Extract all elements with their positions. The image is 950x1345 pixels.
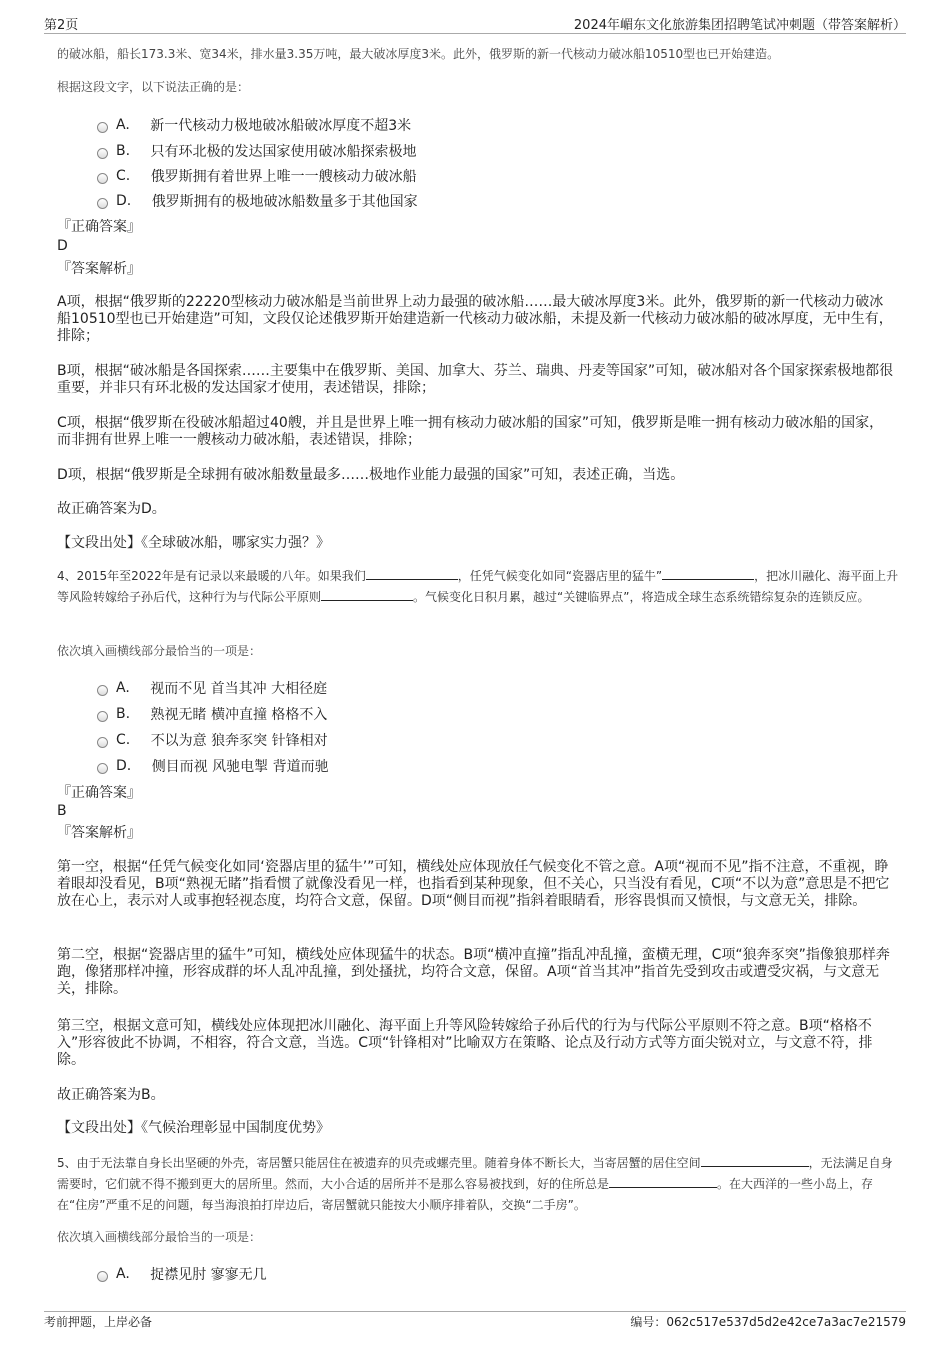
q4-option-a[interactable] [97, 678, 327, 698]
q4-stem: 4、2015年至2022年是有记录以来最暖的八年。如果我们 ，任凭气候变化如同“瓷器店里的猛牛” ，把冰川融化、海平面上升等风险转嫁给子孙后代，这种行为与代际公平原则 。气候变化日积月累，越过“关键临界点”，将造成全球生态系统错综复杂的连锁反应。 [57, 569, 899, 604]
page-number: 第2页 [44, 18, 79, 33]
q4-option-d[interactable] [97, 756, 329, 776]
q3-option-a[interactable] [97, 115, 411, 135]
radio-icon[interactable] [97, 763, 108, 774]
option-letter: C. [116, 168, 131, 184]
q3-conclusion: 故正确答案为D。 [57, 501, 166, 517]
radio-icon[interactable] [97, 1271, 108, 1282]
q4-analysis-3: 第三空，根据文意可知，横线处应体现把冰川融化、海平面上升等风险转嫁给子孙后代的行为与代际公平原则不符之意。B项“格格不入”形容彼此不协调，不相容，符合文意，当选。C项“针锋相对”比喻双方在策略、论点及行动方式等方面尖锐对立，与文意不符，排除。 [57, 1018, 873, 1068]
option-text: 俄罗斯拥有的极地破冰船数量多于其他国家 [151, 194, 418, 210]
q3-answer-label: 『正确答案』 [57, 219, 141, 235]
q3-answer: D [57, 238, 68, 254]
q4-conclusion: 故正确答案为B。 [57, 1087, 165, 1103]
q3-analysis-d: D项，根据“俄罗斯是全球拥有破冰船数量最多……极地作业能力最强的国家”可知，表述正确，当选。 [57, 467, 685, 483]
radio-icon[interactable] [97, 198, 108, 209]
option-text: 熟视无睹 横冲直撞 格格不入 [150, 707, 328, 723]
footer-slogan: 考前押题，上岸必备 [44, 1315, 153, 1329]
q4-option-b[interactable] [97, 704, 327, 724]
option-text: 俄罗斯拥有着世界上唯一一艘核动力破冰船 [150, 169, 417, 185]
option-letter: A. [116, 680, 130, 696]
option-letter: A. [116, 1266, 130, 1282]
q4-analysis-2: 第二空，根据“瓷器店里的猛牛”可知，横线处应体现猛牛的状态。B项“横冲直撞”指乱冲乱撞，蛮横无理，C项“狼奔豕突”指像狼那样奔跑，像猪那样冲撞，形容成群的坏人乱冲乱撞，到处搔扰，均符合文意，保留。A项“首当其冲”指首先受到攻击或遭受灾祸，与文意无关，排除。 [57, 947, 890, 997]
q4-answer-label: 『正确答案』 [57, 785, 141, 801]
option-letter: D. [116, 758, 132, 774]
option-text: 侧目而视 风驰电掣 背道而驰 [151, 759, 329, 775]
option-letter: B. [116, 143, 131, 159]
option-text: 视而不见 首当其冲 大相径庭 [150, 681, 328, 697]
radio-icon[interactable] [97, 148, 108, 159]
q5-prompt: 依次填入画横线部分最恰当的一项是： [57, 1230, 262, 1244]
radio-icon[interactable] [97, 122, 108, 133]
radio-icon[interactable] [97, 173, 108, 184]
q3-source: 【文段出处】《全球破冰船，哪家实力强？》 [57, 535, 330, 551]
header-divider [44, 33, 906, 34]
q5-stem: 5、由于无法靠自身长出坚硬的外壳，寄居蟹只能居住在被遗弃的贝壳或螺壳里。随着身体不断长大，当寄居蟹的居住空间 ，无法满足自身需要时，它们就不得不搬到更大的居所里。然而，大小合适的居所并不是那么容易被找到，好的住所总是 。在大西洋的一些小岛上，存在“住房”严重不足的问题，每当海浪拍打岸边后，寄居蟹就只能按大小顺序排着队，交换“二手房”。 [57, 1156, 893, 1212]
blank-line [366, 567, 458, 580]
q3-analysis-label: 『答案解析』 [57, 261, 141, 277]
option-letter: A. [116, 117, 130, 133]
blank-line [609, 1175, 717, 1188]
q5-option-a[interactable] [97, 1264, 267, 1284]
q3-analysis-c: C项，根据“俄罗斯在役破冰船超过40艘，并且是世界上唯一拥有核动力破冰船的国家”可知，俄罗斯是唯一拥有核动力破冰船的国家，而非拥有世界上唯一一艘核动力破冰船，表述错误，排除； [57, 415, 884, 448]
q3-option-b[interactable] [97, 141, 417, 161]
footer-divider [44, 1311, 906, 1312]
radio-icon[interactable] [97, 737, 108, 748]
blank-line [662, 567, 754, 580]
option-text: 新一代核动力极地破冰船破冰厚度不超3米 [150, 118, 412, 134]
option-text: 只有环北极的发达国家使用破冰船探索极地 [150, 144, 417, 160]
q3-option-d[interactable] [97, 191, 418, 211]
radio-icon[interactable] [97, 711, 108, 722]
option-text: 不以为意 狼奔豕突 针锋相对 [150, 733, 328, 749]
q3-analysis-b: B项，根据“破冰船是各国探索……主要集中在俄罗斯、美国、加拿大、芬兰、瑞典、丹麦等国家”可知，破冰船对各个国家探索极地都很重要，并非只有环北极的发达国家才使用，表述错误，排除； [57, 363, 894, 396]
q4-option-c[interactable] [97, 730, 328, 750]
q4-answer: B [57, 803, 67, 819]
q4-prompt: 依次填入画横线部分最恰当的一项是： [57, 644, 262, 658]
q3-stem-tail: 的破冰船，船长173.3米、宽34米，排水量3.35万吨，最大破冰厚度3米。此外，俄罗斯的新一代核动力破冰船10510型也已开始建造。 [57, 47, 780, 61]
document-title: 2024年嵋东文化旅游集团招聘笔试冲刺题（带答案解析） [573, 18, 906, 33]
radio-icon[interactable] [97, 685, 108, 696]
option-letter: C. [116, 732, 131, 748]
option-text: 捉襟见肘 寥寥无几 [150, 1267, 267, 1283]
q3-analysis-a: A项，根据“俄罗斯的22220型核动力破冰船是当前世界上动力最强的破冰船……最大破冰厚度3米。此外，俄罗斯的新一代核动力破冰船10510型也已开始建造”可知，文段仅论述俄罗斯开始建造新一代核动力破冰船，未提及新一代核动力破冰船的破冰厚度，无中生有，排除； [57, 294, 893, 344]
blank-line [321, 588, 413, 601]
document-id: 编号：062c517e537d5d2e42ce7a3ac7e21579 [630, 1315, 906, 1329]
q3-prompt: 根据这段文字，以下说法正确的是： [57, 80, 250, 94]
q4-analysis-1: 第一空，根据“任凭气候变化如同‘瓷器店里的猛牛’”可知，横线处应体现放任气候变化不管之意。A项“视而不见”指不注意，不重视，睁着眼却没看见，B项“熟视无睹”指看惯了就像没看见一样，也指看到某种现象，但不关心，只当没有看见，C项“不以为意”意思是不把它放在心上，表示对人或事抱轻视态度，均符合文意，保留。D项“侧目而视”指斜着眼睛看，形容畏惧而又愤恨，与文意无关，排除。 [57, 859, 890, 909]
q4-analysis-label: 『答案解析』 [57, 825, 141, 841]
option-letter: B. [116, 706, 131, 722]
q3-option-c[interactable] [97, 166, 417, 186]
option-letter: D. [116, 193, 132, 209]
q4-source: 【文段出处】《气候治理彰显中国制度优势》 [57, 1120, 330, 1136]
blank-line [701, 1154, 809, 1167]
